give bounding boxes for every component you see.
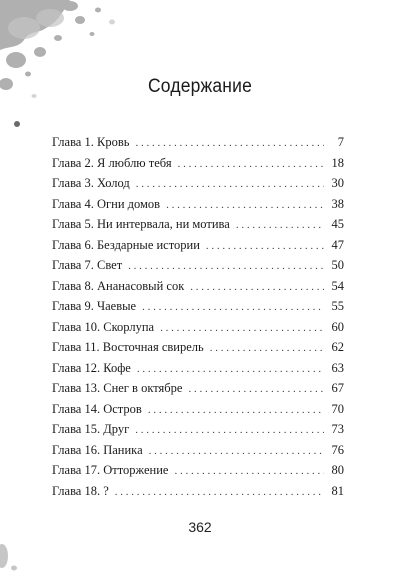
toc-entry-page: 55 [331,299,344,313]
toc-leader-dots [174,461,324,482]
toc-entry-title: Глава 11. Восточная свирель [52,340,204,354]
toc-entry [52,419,344,440]
toc-entry [52,235,344,256]
toc-entry-title: Глава 12. Кофе [52,360,131,375]
toc-entry [52,276,344,297]
toc-leader-dots [136,174,324,195]
toc-entry-page: 76 [331,442,344,457]
toc-leader-dots [142,297,324,318]
toc-entry-page: 81 [331,483,344,498]
toc-entry [52,378,344,399]
toc-entry [52,358,344,379]
toc-entry-page: 62 [331,340,344,354]
toc-entry [52,173,344,194]
toc-entry-title: Глава 16. Паника [52,442,143,457]
toc-entry [52,132,344,153]
toc-entry-page: 80 [331,463,344,477]
toc-entry-title: Глава 13. Снег в октябре [52,381,183,395]
toc-leader-dots [188,379,324,400]
toc-entry-title: Глава 5. Ни интервала, ни мотива [52,217,230,231]
toc-entry-title: Глава 7. Свет [52,258,123,272]
toc-entry [52,194,344,215]
toc-entry-page: 70 [331,401,344,416]
toc-entry-title: Глава 9. Чаевые [52,299,137,313]
toc-entry-page: 54 [331,278,344,293]
toc-entry-page: 50 [331,258,344,272]
toc-entry-page: 60 [331,319,344,334]
toc-entry-page: 67 [331,381,344,395]
toc-leader-dots [166,195,324,216]
toc-leader-dots [135,133,324,154]
toc-entry [52,317,344,338]
toc-entry-title: Глава 1. Кровь [52,135,130,149]
page-title: Содержание [147,76,252,97]
toc-entry-title: Глава 8. Ананасовый сок [52,278,185,293]
toc-entry-page: 63 [331,360,344,375]
toc-entry-page: 45 [331,217,344,231]
toc-leader-dots [135,420,324,441]
toc-entry-page: 30 [331,176,344,190]
page-number: 362 [188,519,212,535]
toc-entry [52,440,344,461]
toc-entry-title: Глава 15. Друг [52,422,130,436]
toc-entry-title: Глава 4. Огни домов [52,196,161,211]
toc-entry [52,399,344,420]
toc-leader-dots [148,400,324,421]
toc-leader-dots [115,482,324,503]
toc-entry [52,481,344,502]
toc-entry [52,153,344,174]
toc-entry-title: Глава 10. Скорлупа [52,319,155,334]
toc-entry-title: Глава 17. Отторжение [52,463,169,477]
toc-leader-dots [236,215,324,236]
toc-entry [52,296,344,317]
table-of-contents [52,132,344,501]
toc-leader-dots [206,236,324,257]
toc-leader-dots [160,318,324,339]
toc-entry-title: Глава 6. Бездарные истории [52,237,200,252]
toc-entry [52,255,344,276]
toc-entry [52,337,344,358]
toc-entry-title: Глава 2. Я люблю тебя [52,155,172,170]
toc-entry-title: Глава 3. Холод [52,176,130,190]
toc-entry-page: 47 [331,237,344,252]
toc-leader-dots [190,277,324,298]
toc-leader-dots [137,359,324,380]
toc-entry [52,214,344,235]
toc-entry-title: Глава 18. ? [52,483,109,498]
toc-leader-dots [178,154,324,175]
toc-entry-page: 7 [337,135,344,149]
toc-entry-page: 73 [331,422,344,436]
toc-leader-dots [210,338,324,359]
toc-entry-page: 18 [331,155,344,170]
toc-entry-page: 38 [331,196,344,211]
toc-entry [52,460,344,481]
toc-leader-dots [128,256,324,277]
toc-leader-dots [149,441,324,462]
toc-entry-title: Глава 14. Остров [52,401,142,416]
